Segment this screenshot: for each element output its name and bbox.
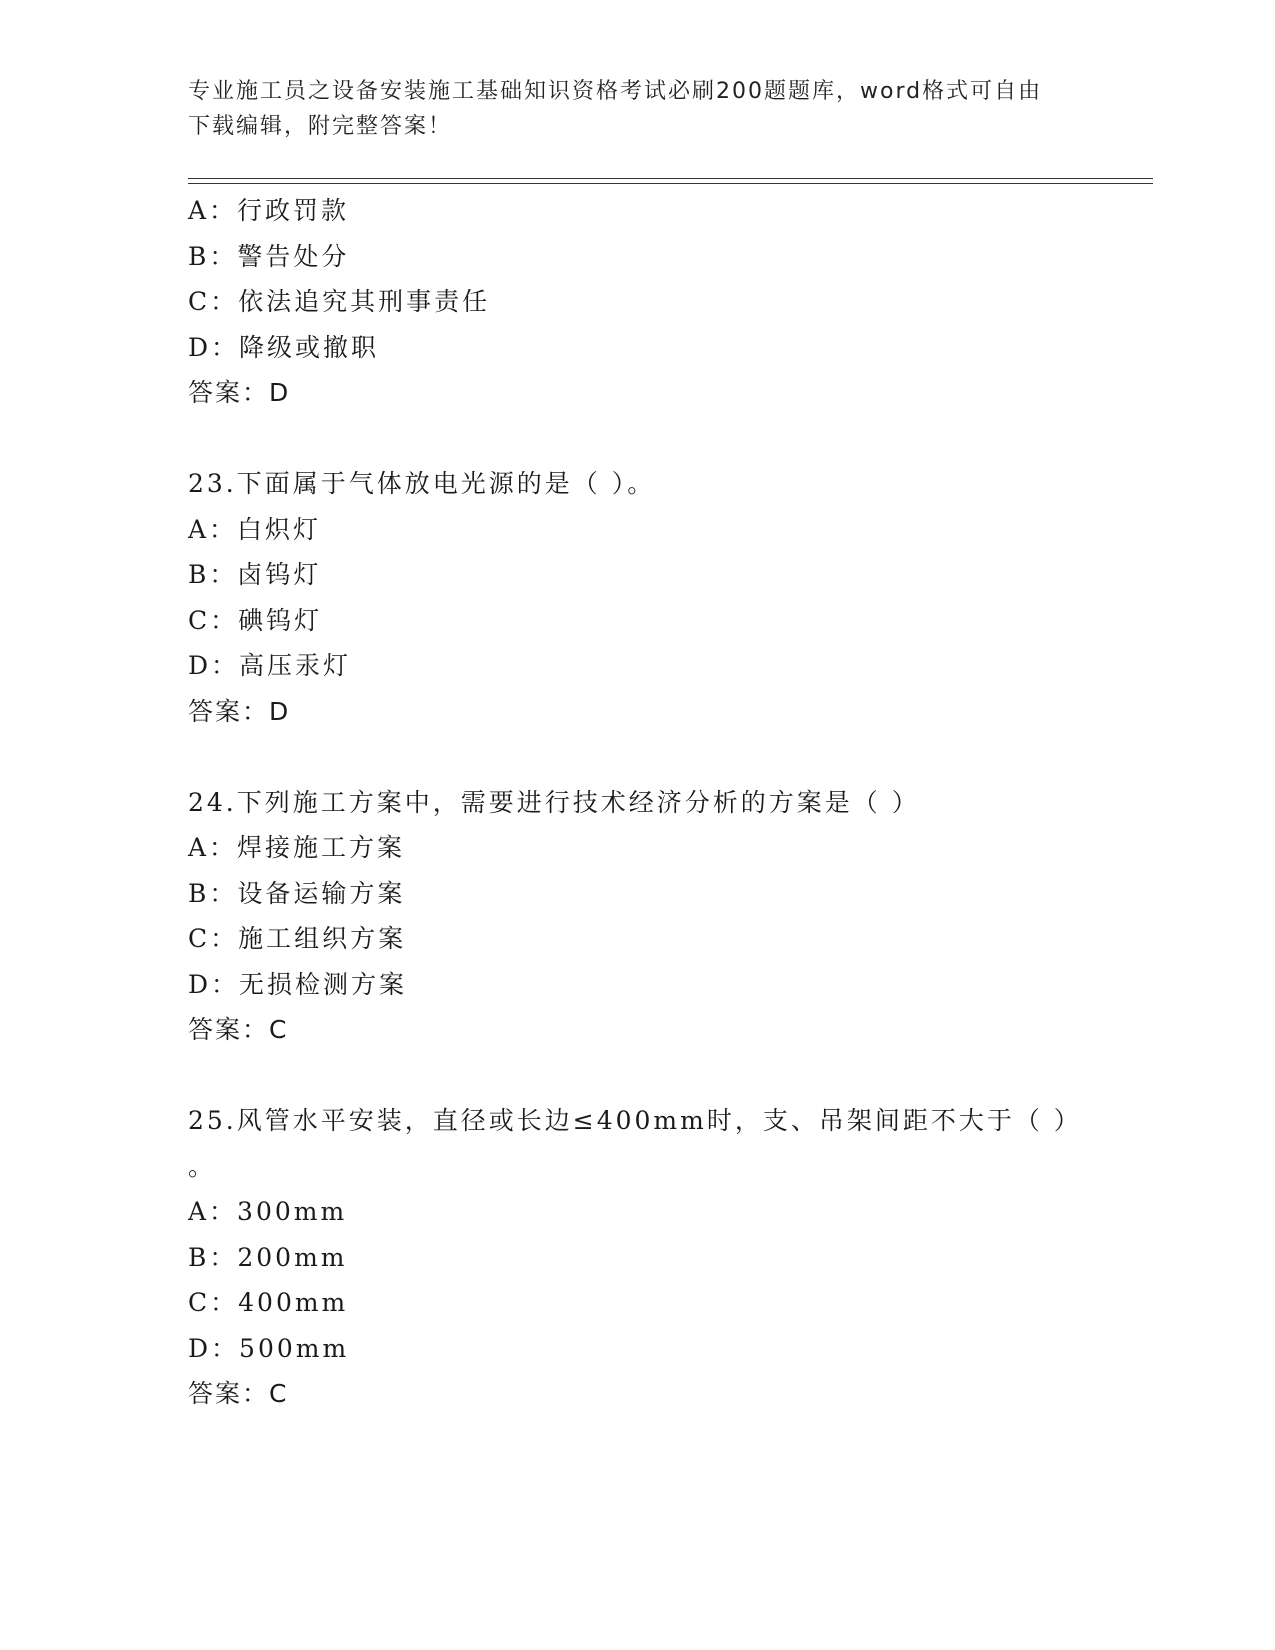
question-23 [188,461,1148,734]
option-c: C：依法追究其刑事责任 [188,287,491,316]
question-stem: 23.下面属于气体放电光源的是（ ）。 [188,469,656,498]
option-b: B：设备运输方案 [188,878,406,908]
answer: 答案：D [188,696,291,726]
option-b: B：200mm [188,1242,348,1272]
spacer [188,1053,1148,1099]
option-d: D：降级或撤职 [188,332,380,362]
option-a: A：300mm [188,1197,348,1226]
option-d: D：500mm [188,1333,350,1363]
question-stem: 24.下列施工方案中，需要进行技术经济分析的方案是（ ） [188,787,920,817]
question-24 [188,780,1148,1053]
header-rule-bottom [188,183,1153,184]
option-b: B：警告处分 [188,241,350,271]
option-a: A：白炽灯 [188,514,322,544]
question-22 [188,188,1148,416]
header-rule-top [188,178,1153,179]
answer: 答案：C [188,1015,289,1044]
option-c: C：碘钨灯 [188,605,323,635]
header-line-2: 下载编辑，附完整答案！ [188,114,453,139]
option-a: A：焊接施工方案 [188,833,406,862]
document-header [188,74,1088,144]
option-d: D：无损检测方案 [188,969,408,999]
option-d: D：高压汞灯 [188,651,352,680]
spacer [188,416,1148,462]
option-c: C：施工组织方案 [188,924,407,953]
answer: 答案：D [188,378,291,407]
option-a: A：行政罚款 [188,196,350,225]
question-25 [188,1098,1148,1417]
question-stem-line-1: 25.风管水平安装，直径或长边≤400mm时，支、吊架间距不大于（ ） [188,1106,1082,1135]
question-stem-line-2: 。 [188,1151,217,1181]
option-c: C：400mm [188,1288,349,1317]
option-b: B：卤钨灯 [188,560,322,589]
spacer [188,734,1148,780]
header-line-1: 专业施工员之设备安装施工基础知识资格考试必刷200题题库，word格式可自由 [188,79,1043,104]
question-list [188,188,1148,1417]
answer: 答案：C [188,1379,289,1408]
